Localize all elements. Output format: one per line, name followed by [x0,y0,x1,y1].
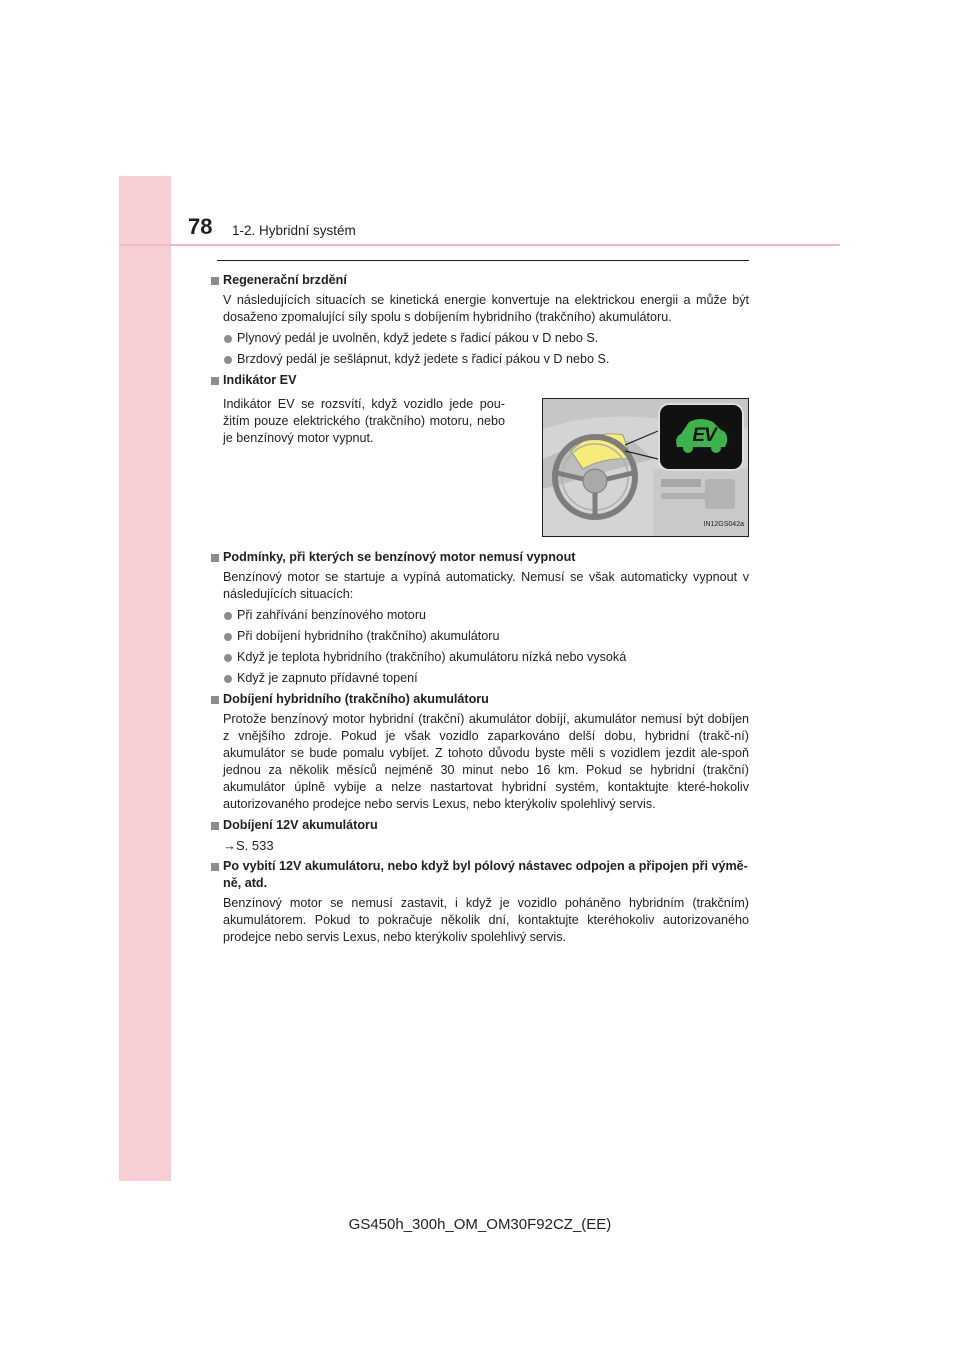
footer-document-code: GS450h_300h_OM_OM30F92CZ_(EE) [348,1216,612,1233]
heading-regen: Regenerační brzdění [209,272,749,289]
ev-row [209,389,749,537]
ev-indicator-label: EV [692,425,716,446]
list-item: Při dobíjení hybridního (trakčního) akumulátoru [209,628,749,645]
content-rule [217,260,749,261]
heading-12v-charging: Dobíjení 12V akumulátoru [209,817,749,834]
discharge-text: Benzínový motor se nemusí zastavit, i když je vozidlo poháněno hybridním (trakčním) akumulátorem. Pokud to pokračuje několik dní, kontaktujte kteréhokoliv autorizovaného prodejce nebo servis Lexus, nebo kterýkoliv spolehlivý servis. [223,896,749,944]
page-content [209,268,749,946]
heading-stop-conditions: Podmínky, při kterých se benzínový motor nemusí vypnout [209,549,749,566]
regen-text: V následujících situacích se kinetická energie konvertuje na elektrickou energii a může být dosaženo zpomalující síly spolu s dobíjením hybridního (trakčního) akumulátoru. [223,293,749,324]
heading-ev: Indikátor EV [209,372,749,389]
heading-charging: Dobíjení hybridního (trakčního) akumulátoru [209,691,749,708]
list-item: Při zahřívání benzínového motoru [209,607,749,624]
list-item: Brzdový pedál je sešlápnut, když jedete s řadicí pákou v D nebo S. [209,351,749,368]
page-reference-link[interactable]: →S. 533 [223,838,274,853]
section-title: 1-2. Hybridní systém [232,223,356,238]
charging-text: Protože benzínový motor hybridní (trakční) akumulátor dobíjí, akumulátor nemusí být dobíjen z vnějšího zdroje. Pokud je však vozidlo zaparkováno delší dobu, hybridní (trakč-ní) akumulátor se bude pomalu vybíjet. Z tohoto důvodu byste měli s vozidlem jezdit ale-spoň jednou za několik měsíců nejméně 30 minut nebo 16 km. Pokud se hybridní (trakční) akumulátor úplně vybije a nelze nastartovat hybridní systém, kontaktujte které-hokoliv autorizovaného prodejce nebo servis Lexus, nebo kterýkoliv spolehlivý servis. [223,712,749,811]
heading-12v-discharge: Po vybití 12V akumulátoru, nebo když byl pólový nástavec odpojen a připojen při výmě-ně, atd. [209,858,749,892]
page-number: 78 [188,214,213,239]
header-rule [119,244,840,246]
list-item: Když je zapnuto přídavné topení [209,670,749,687]
list-item: Když je teplota hybridního (trakčního) akumulátoru nízká nebo vysoká [209,649,749,666]
list-item: Plynový pedál je uvolněn, když jedete s řadicí pákou v D nebo S. [209,330,749,347]
ev-text: Indikátor EV se rozsvítí, když vozidlo jede pou-žitím pouze elektrického (trakčního) motoru, nebo je benzínový motor vypnut. [223,397,505,445]
stop-text: Benzínový motor se startuje a vypíná automaticky. Nemusí se však automaticky vypnout v následujících situacích: [223,570,749,601]
page-margin-band [119,176,171,1181]
ev-indicator-figure [542,398,749,537]
figure-code: IN12GS042a [703,521,744,528]
